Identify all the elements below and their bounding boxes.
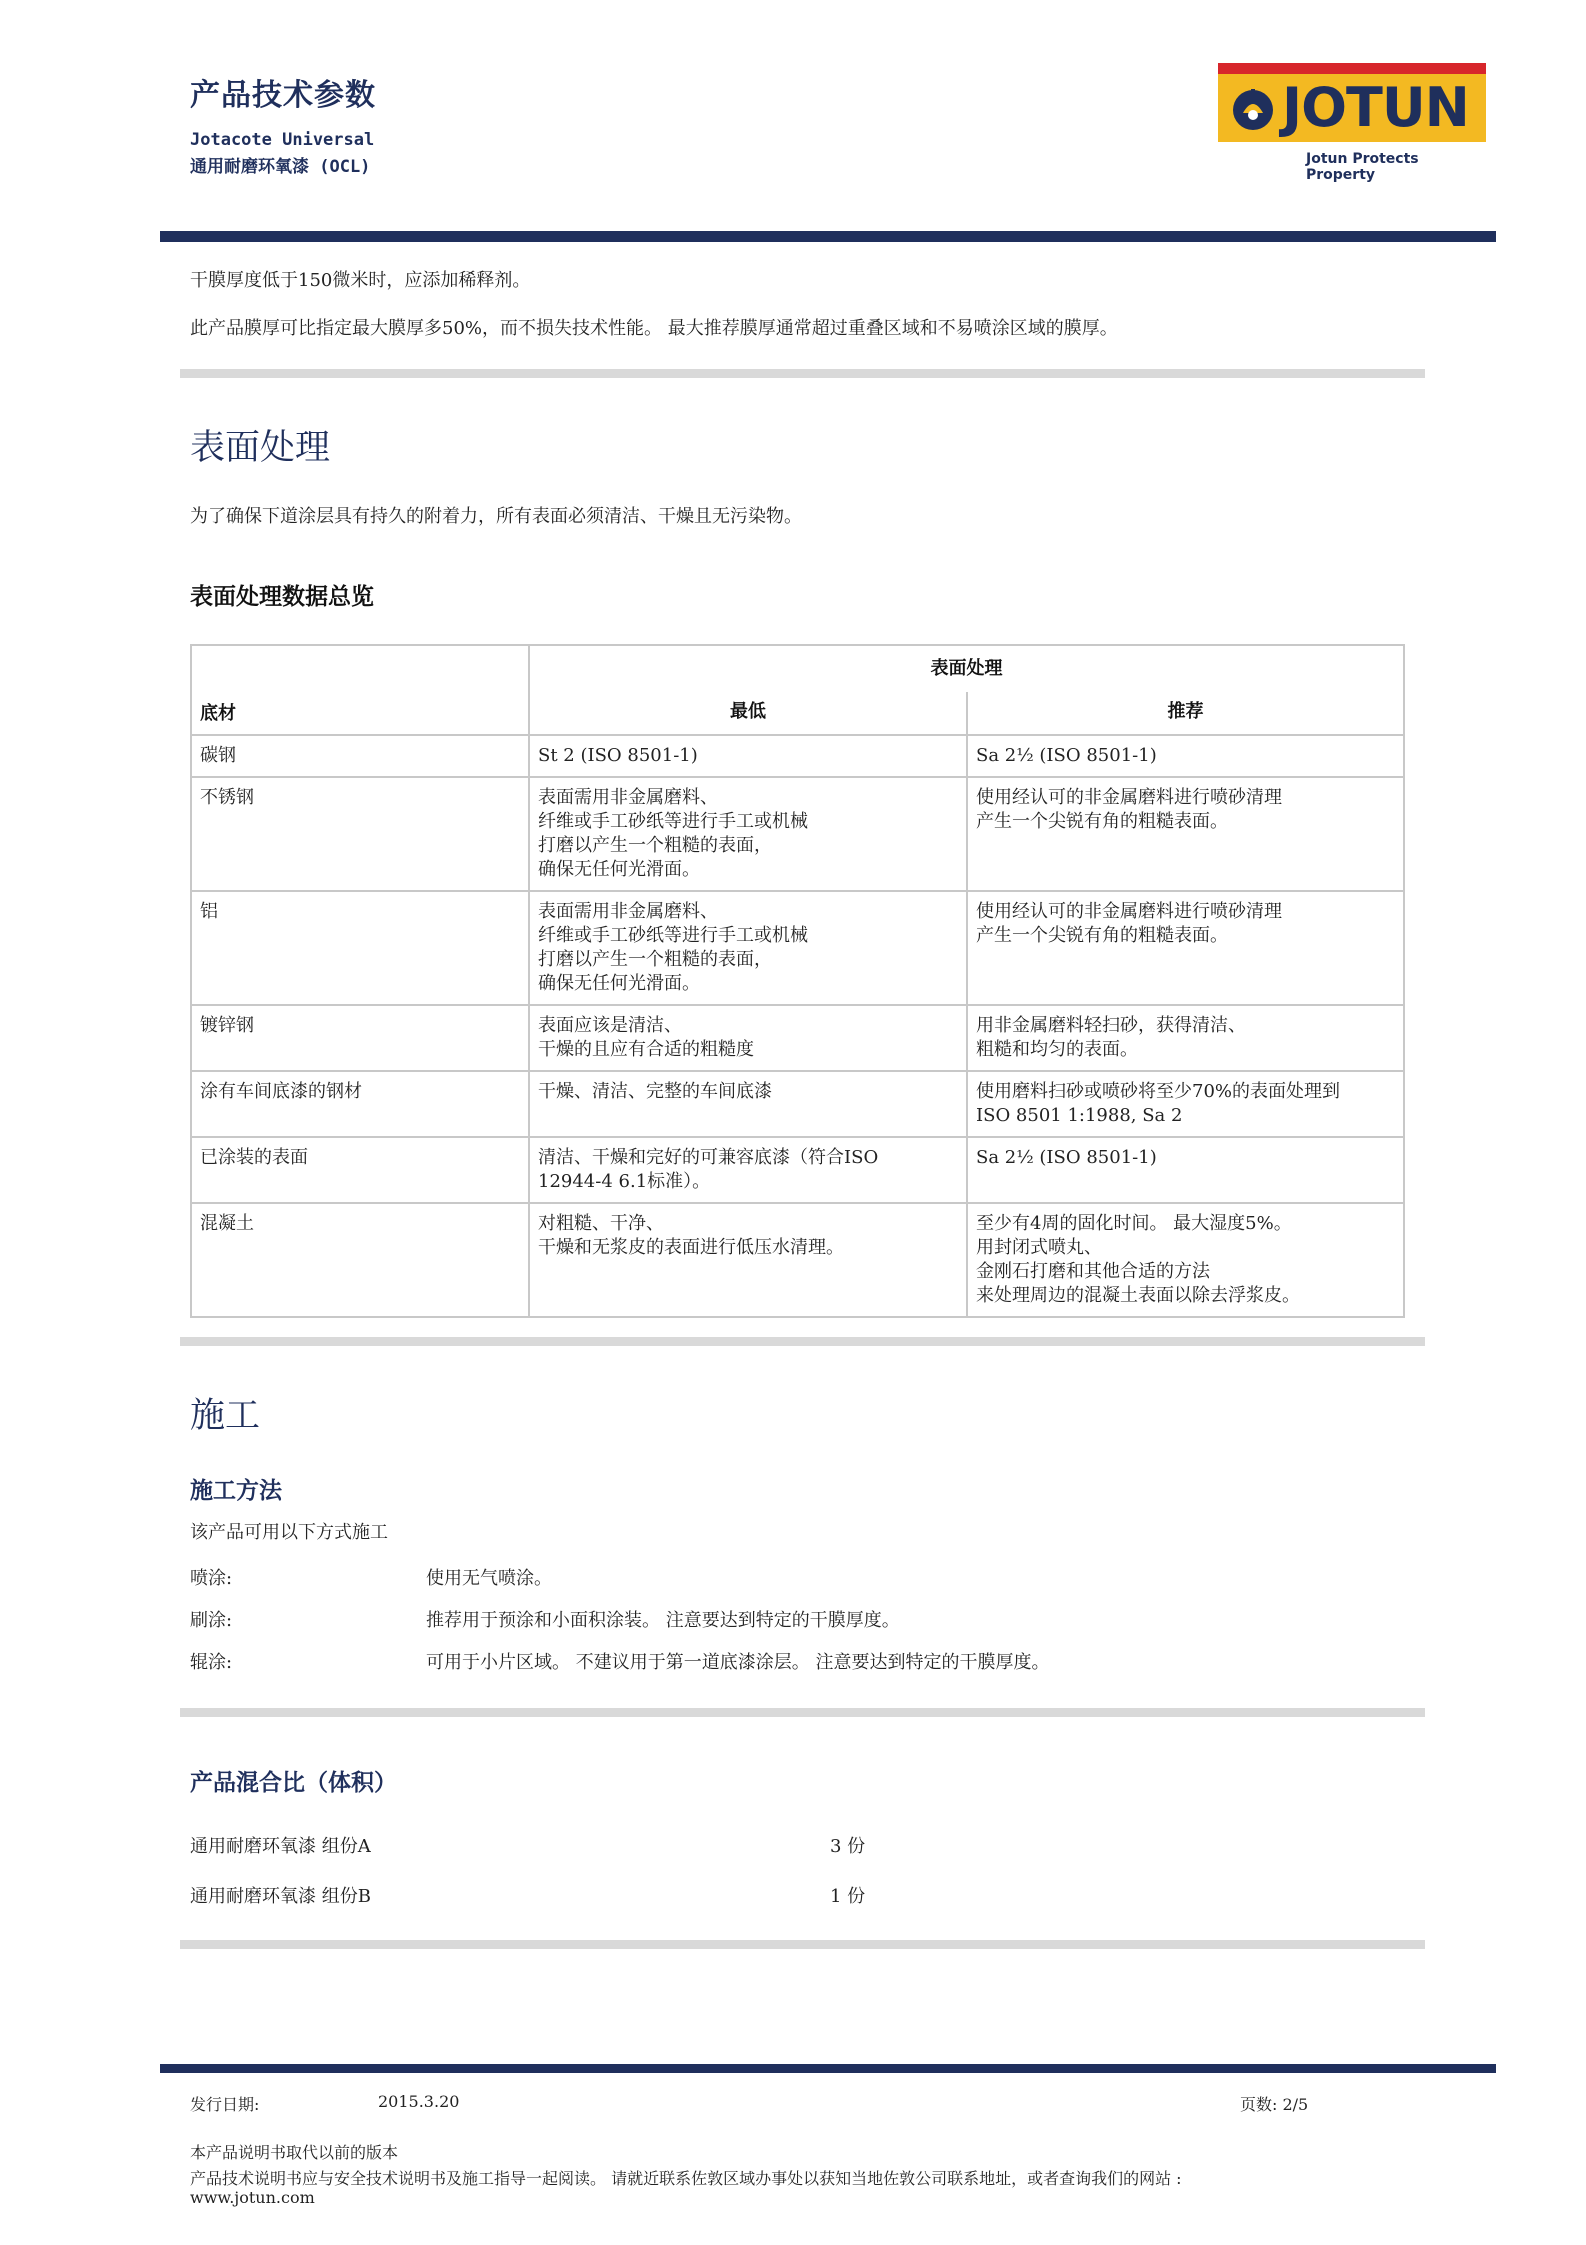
method-text-spray: 使用无气喷涂。 <box>426 1568 552 1589</box>
cell-line: 纤维或手工砂纸等进行手工或机械 <box>538 925 808 946</box>
cell-minimum <box>529 1071 967 1137</box>
product-name: Jotacote Universal <box>190 130 375 150</box>
surface-table-title: 表面处理数据总览 <box>190 584 374 610</box>
method-text-roller: 可用于小片区域。 不建议用于第一道底漆涂层。 注意要达到特定的干膜厚度。 <box>426 1652 1050 1673</box>
cell-line: 产生一个尖锐有角的粗糙表面。 <box>976 811 1228 832</box>
cell-line: St 2 (ISO 8501-1) <box>538 745 698 766</box>
method-label-spray: 喷涂: <box>190 1568 233 1589</box>
method-intro: 该产品可用以下方式施工 <box>190 1522 388 1543</box>
cell-line: 表面需用非金属磨料、 <box>538 787 718 808</box>
cell-line: 打磨以产生一个粗糙的表面， <box>538 835 772 856</box>
cell-line: Sa 2½ (ISO 8501-1) <box>976 745 1157 766</box>
cell-line: 表面需用非金属磨料、 <box>538 901 718 922</box>
footer-note-1: 本产品说明书取代以前的版本 <box>190 2143 399 2162</box>
issue-date-label: 发行日期: <box>190 2095 260 2114</box>
cell-recommended <box>967 777 1404 891</box>
logo-red-stripe <box>1218 63 1486 74</box>
cell-line: 金刚石打磨和其他合适的方法 <box>976 1261 1210 1282</box>
cell-minimum <box>529 1203 967 1317</box>
col-min-header: 最低 <box>529 692 967 735</box>
cell-minimum <box>529 891 967 1005</box>
cell-line: 干燥和无浆皮的表面进行低压水清理。 <box>538 1237 844 1258</box>
cell-line: 用非金属磨料轻扫砂，获得清洁、 <box>976 1015 1246 1036</box>
footer-website-link[interactable]: www.jotun.com <box>190 2188 315 2207</box>
section-divider <box>180 1940 1425 1949</box>
cell-line: 产生一个尖锐有角的粗糙表面。 <box>976 925 1228 946</box>
method-title: 施工方法 <box>190 1478 282 1504</box>
cell-line: 12944-4 6.1标准）。 <box>538 1171 711 1192</box>
jotun-logo <box>1218 63 1486 183</box>
cell-line: 使用经认可的非金属磨料进行喷砂清理 <box>976 787 1282 808</box>
surface-prep-table <box>190 644 1405 1318</box>
cell-substrate: 铝 <box>191 891 529 1005</box>
intro-line-2: 此产品膜厚可比指定最大膜厚多50%，而不损失技术性能。 最大推荐膜厚通常超过重叠区域和不易喷涂区域的膜厚。 <box>190 318 1118 339</box>
cell-substrate: 涂有车间底漆的钢材 <box>191 1071 529 1137</box>
cell-substrate: 碳钢 <box>191 735 529 777</box>
mix-label-a: 通用耐磨环氧漆 组份A <box>190 1836 371 1857</box>
cell-minimum <box>529 1005 967 1071</box>
cell-line: 使用经认可的非金属磨料进行喷砂清理 <box>976 901 1282 922</box>
method-text-brush: 推荐用于预涂和小面积涂装。 注意要达到特定的干膜厚度。 <box>426 1610 900 1631</box>
application-heading: 施工 <box>190 1396 261 1436</box>
cell-line: Sa 2½ (ISO 8501-1) <box>976 1147 1157 1168</box>
intro-line-1: 干膜厚度低于150微米时，应添加稀释剂。 <box>190 270 531 291</box>
section-divider <box>180 1708 1425 1717</box>
cell-recommended <box>967 1005 1404 1071</box>
cell-minimum <box>529 735 967 777</box>
table-row <box>191 1203 1404 1317</box>
mix-value-a: 3 份 <box>830 1836 866 1857</box>
logo-tagline: Jotun Protects Property <box>1306 151 1419 183</box>
cell-line: 表面应该是清洁、 <box>538 1015 682 1036</box>
cell-line: 打磨以产生一个粗糙的表面， <box>538 949 772 970</box>
mix-label-b: 通用耐磨环氧漆 组份B <box>190 1886 371 1907</box>
cell-recommended <box>967 1071 1404 1137</box>
table-row <box>191 735 1404 777</box>
cell-line: 用封闭式喷丸、 <box>976 1237 1102 1258</box>
surface-heading: 表面处理 <box>190 428 331 468</box>
cell-recommended <box>967 735 1404 777</box>
cell-line: 至少有4周的固化时间。 最大湿度5%。 <box>976 1213 1292 1234</box>
cell-line: 使用磨料扫砂或喷砂将至少70%的表面处理到 <box>976 1081 1341 1102</box>
cell-minimum <box>529 777 967 891</box>
surface-description: 为了确保下道涂层具有持久的附着力，所有表面必须清洁、干燥且无污染物。 <box>190 506 802 527</box>
cell-line: 确保无任何光滑面。 <box>538 973 700 994</box>
product-subtitle: 通用耐磨环氧漆 (OCL) <box>190 157 371 177</box>
group-header: 表面处理 <box>529 645 1404 692</box>
document-title: 产品技术参数 <box>190 78 376 113</box>
footer-divider <box>160 2064 1496 2073</box>
logo-yellow-band <box>1218 74 1486 142</box>
method-label-roller: 辊涂: <box>190 1652 233 1673</box>
cell-substrate: 镀锌钢 <box>191 1005 529 1071</box>
cell-line: ISO 8501 1:1988, Sa 2 <box>976 1105 1183 1126</box>
cell-line: 对粗糙、干净、 <box>538 1213 664 1234</box>
header-divider <box>160 231 1496 242</box>
method-label-brush: 刷涂: <box>190 1610 233 1631</box>
cell-substrate: 已涂装的表面 <box>191 1137 529 1203</box>
whale-emblem-icon <box>1228 83 1278 133</box>
cell-line: 粗糙和均匀的表面。 <box>976 1039 1138 1060</box>
table-row <box>191 1005 1404 1071</box>
cell-substrate: 不锈钢 <box>191 777 529 891</box>
table-header-row <box>191 645 1404 692</box>
cell-line: 确保无任何光滑面。 <box>538 859 700 880</box>
table-row <box>191 891 1404 1005</box>
cell-line: 来处理周边的混凝土表面以除去浮浆皮。 <box>976 1285 1300 1306</box>
col-substrate-header: 底材 <box>191 645 529 735</box>
cell-line: 清洁、干燥和完好的可兼容底漆（符合ISO <box>538 1147 879 1168</box>
table-row <box>191 1071 1404 1137</box>
section-divider <box>180 1337 1425 1346</box>
cell-line: 纤维或手工砂纸等进行手工或机械 <box>538 811 808 832</box>
cell-recommended <box>967 1137 1404 1203</box>
section-divider <box>180 369 1425 378</box>
cell-substrate: 混凝土 <box>191 1203 529 1317</box>
cell-recommended <box>967 1203 1404 1317</box>
page-number: 页数: 2/5 <box>1240 2095 1309 2114</box>
cell-line: 干燥、清洁、完整的车间底漆 <box>538 1081 772 1102</box>
mix-title: 产品混合比（体积） <box>190 1770 397 1796</box>
issue-date-value: 2015.3.20 <box>378 2092 460 2111</box>
col-rec-header: 推荐 <box>967 692 1404 735</box>
mix-value-b: 1 份 <box>830 1886 866 1907</box>
table-row <box>191 777 1404 891</box>
cell-recommended <box>967 891 1404 1005</box>
cell-minimum <box>529 1137 967 1203</box>
logo-wordmark: JOTUN <box>1282 76 1469 139</box>
footer-note-2: 产品技术说明书应与安全技术说明书及施工指导一起阅读。 请就近联系佐敦区域办事处以获知当地佐敦公司联系地址，或者查询我们的网站 : <box>190 2169 1182 2188</box>
cell-line: 干燥的且应有合适的粗糙度 <box>538 1039 754 1060</box>
table-row <box>191 1137 1404 1203</box>
